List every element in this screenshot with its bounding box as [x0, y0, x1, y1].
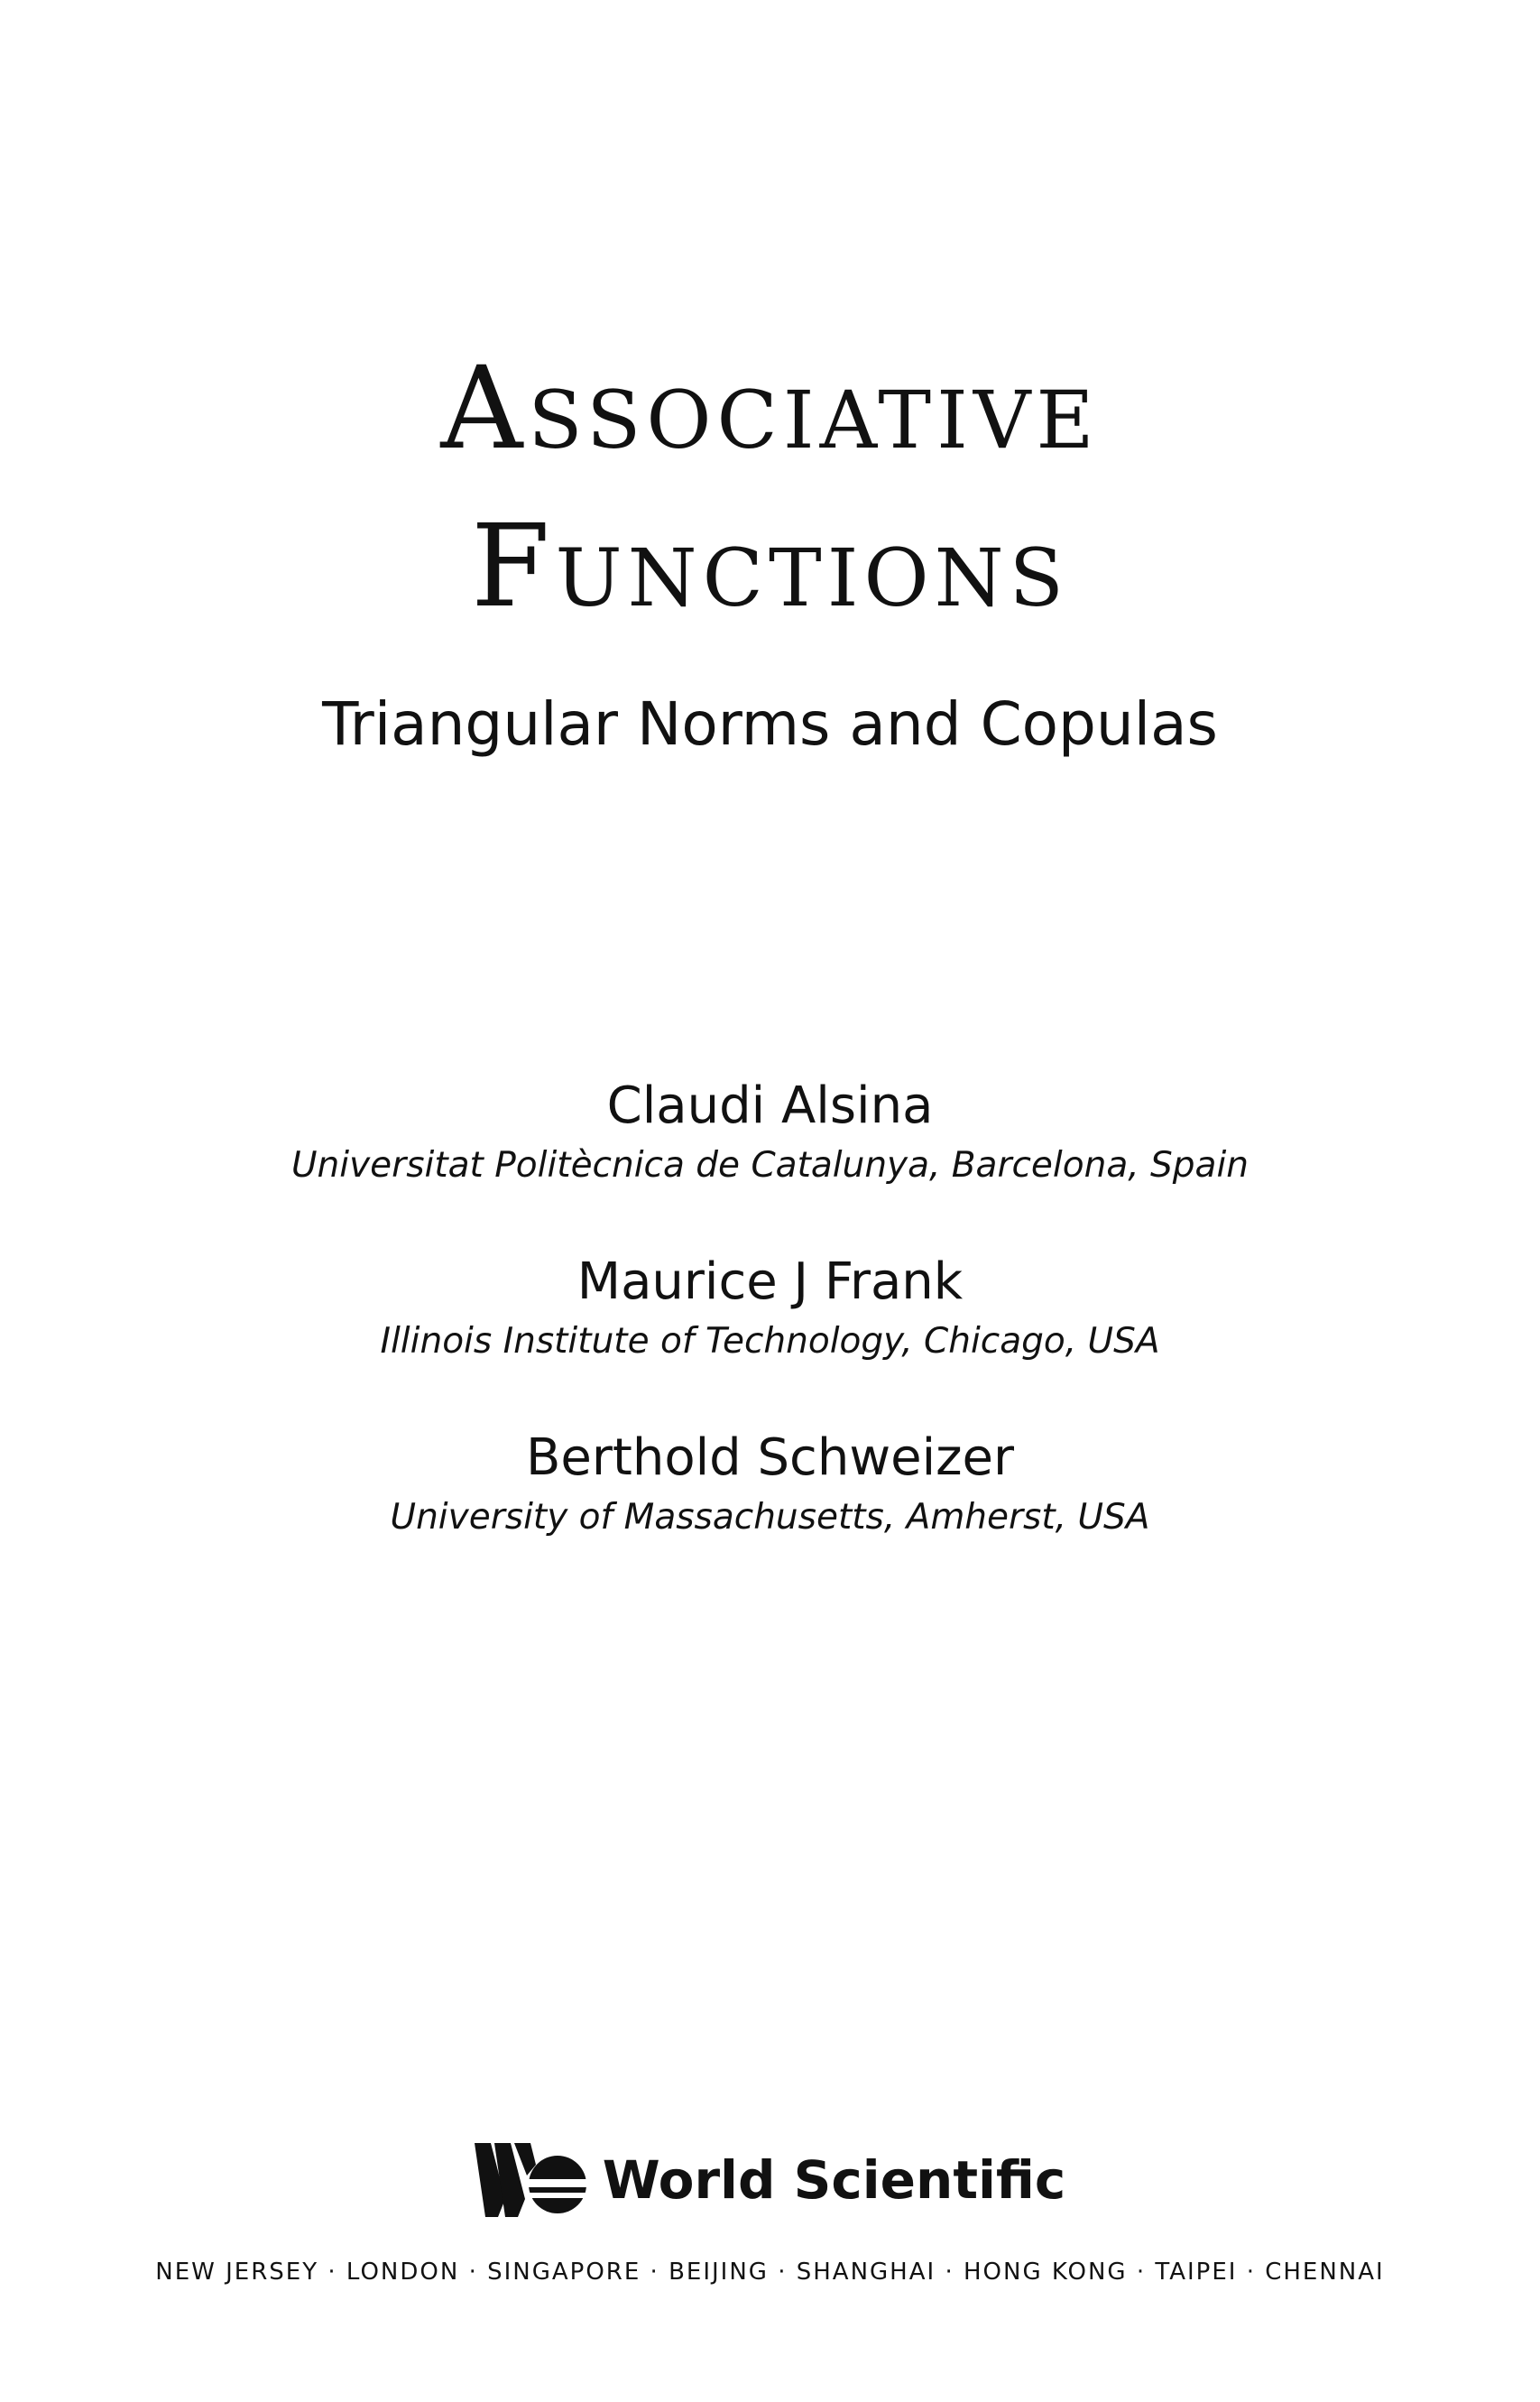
author-block — [0, 1252, 1540, 1362]
book-title-line-1: Associative — [440, 342, 1100, 475]
book-subtitle: Triangular Norms and Copulas — [322, 689, 1218, 759]
author-affiliation: University of Massachusetts, Amherst, USA — [390, 1497, 1150, 1538]
author-block — [0, 1428, 1540, 1538]
publisher-name: World Scientific — [602, 2149, 1066, 2211]
publisher-block — [0, 2143, 1540, 2217]
author-name: Claudi Alsina — [606, 1076, 934, 1135]
world-scientific-logo-icon — [475, 2143, 590, 2217]
author-block — [0, 1076, 1540, 1186]
author-name: Berthold Schweizer — [525, 1428, 1015, 1487]
author-affiliation: Universitat Politècnica de Catalunya, Barcelona, Spain — [290, 1145, 1250, 1186]
book-title-line-2: Functions — [471, 500, 1069, 633]
author-name: Maurice J Frank — [576, 1252, 964, 1311]
publisher-cities: NEW JERSEY · LONDON · SINGAPORE · BEIJING · SHANGHAI · HONG KONG · TAIPEI · CHENNAI — [155, 2259, 1385, 2286]
author-affiliation: Illinois Institute of Technology, Chicago, USA — [380, 1321, 1160, 1362]
